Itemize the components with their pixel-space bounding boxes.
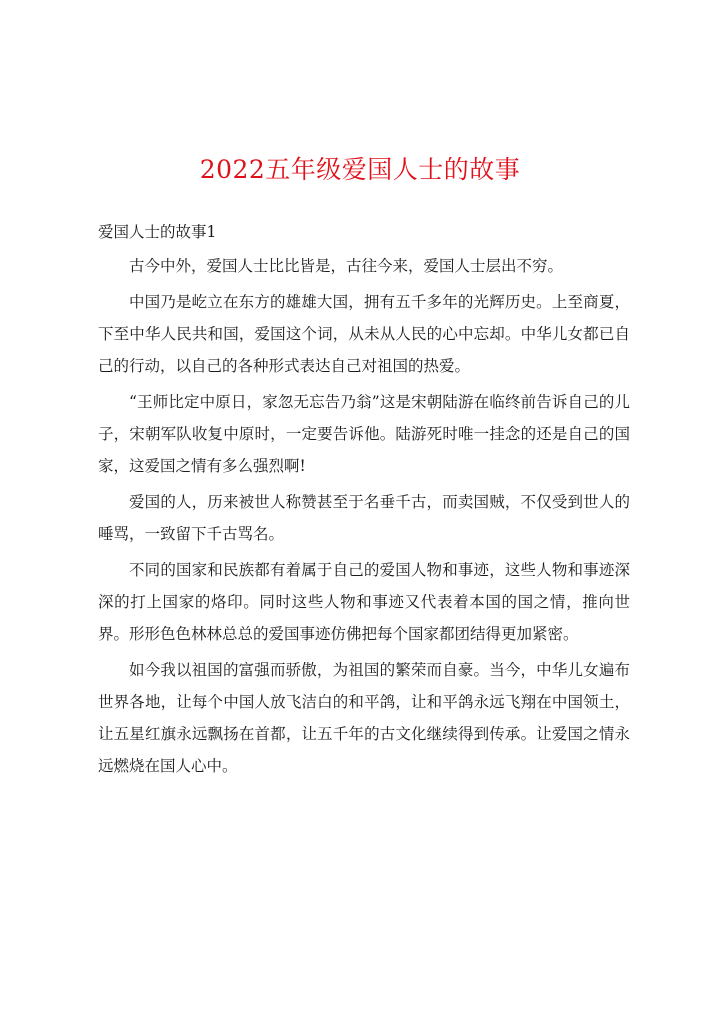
document-body <box>98 218 630 782</box>
paragraph-6: 如今我以祖国的富强而骄傲，为祖国的繁荣而自豪。当今，中华儿女遍布世界各地，让每个中国人放飞洁白的和平鸽，让和平鸽永远飞翔在中国领土，让五星红旗永远飘扬在首都，让五千年的古文化继续得到传承。让爱国之情永远燃烧在国人心中。 <box>98 661 630 775</box>
paragraph-2: 中国乃是屹立在东方的雄雄大国，拥有五千多年的光辉历史。上至商夏，下至中华人民共和国，爱国这个词，从未从人民的心中忘却。中华儿女都已自己的行动，以自己的各种形式表达自己对祖国的热爱。 <box>98 293 630 375</box>
paragraph-5: 不同的国家和民族都有着属于自己的爱国人物和事迹，这些人物和事迹深深的打上国家的烙印。同时这些人物和事迹又代表着本国的国之情，推向世界。形形色色林林总总的爱国事迹仿佛把每个国家都团结得更加紧密。 <box>98 561 630 643</box>
paragraph-3: “王师比定中原日，家忽无忘告乃翁”这是宋朝陆游在临终前告诉自己的儿子，宋朝军队收复中原时，一定要告诉他。陆游死时唯一挂念的还是自己的国家，这爱国之情有多么强烈啊! <box>98 393 630 475</box>
paragraph-1: 古今中外，爱国人士比比皆是，古往今来，爱国人士层出不穷。 <box>129 257 564 275</box>
paragraph-4: 爱国的人，历来被世人称赞甚至于名垂千古，而卖国贼，不仅受到世人的唾骂，一致留下千古骂名。 <box>98 493 630 543</box>
section-heading: 爱国人士的故事1 <box>98 223 217 241</box>
document-title: 2022五年级爱国人士的故事 <box>199 155 521 184</box>
